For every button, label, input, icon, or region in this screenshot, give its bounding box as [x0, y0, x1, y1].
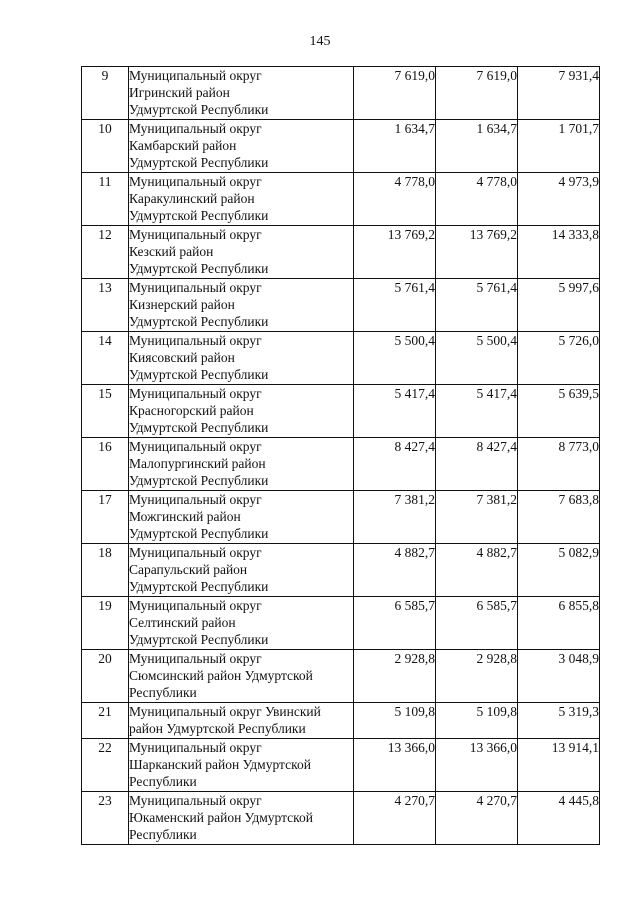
municipality-name-line: Камбарский район [129, 138, 237, 153]
amount-cell-3: 14 333,8 [518, 226, 600, 279]
amount-cell-3: 8 773,0 [518, 438, 600, 491]
municipality-name-line: Игринский район [129, 85, 230, 100]
table-row [82, 650, 600, 703]
row-number: 15 [82, 385, 129, 438]
municipality-name-cell [129, 491, 354, 544]
amount-cell-1: 5 500,4 [354, 332, 436, 385]
municipality-name-cell [129, 650, 354, 703]
amount-cell-1: 2 928,8 [354, 650, 436, 703]
amount-cell-2: 5 761,4 [436, 279, 518, 332]
row-number: 22 [82, 739, 129, 792]
municipality-name-cell [129, 279, 354, 332]
row-number: 23 [82, 792, 129, 845]
municipality-name-cell [129, 173, 354, 226]
amount-cell-3: 4 973,9 [518, 173, 600, 226]
amount-cell-1: 5 417,4 [354, 385, 436, 438]
amount-cell-2: 5 417,4 [436, 385, 518, 438]
municipality-name-line: Муниципальный округ [129, 68, 262, 83]
municipality-name-line: Муниципальный округ [129, 545, 262, 560]
amount-cell-2: 4 882,7 [436, 544, 518, 597]
amount-cell-1: 6 585,7 [354, 597, 436, 650]
row-number: 12 [82, 226, 129, 279]
municipality-name-cell [129, 438, 354, 491]
amount-cell-2: 5 109,8 [436, 703, 518, 739]
municipality-name-line: Муниципальный округ [129, 386, 262, 401]
municipality-name-line: Республики [129, 774, 197, 789]
amount-cell-1: 5 761,4 [354, 279, 436, 332]
municipality-name-line: Удмуртской Республики [129, 208, 269, 223]
table-row [82, 792, 600, 845]
row-number: 13 [82, 279, 129, 332]
municipality-name-line: Муниципальный округ [129, 598, 262, 613]
amount-cell-2: 13 366,0 [436, 739, 518, 792]
amount-cell-3: 7 683,8 [518, 491, 600, 544]
municipality-name-line: Муниципальный округ [129, 121, 262, 136]
table-row [82, 597, 600, 650]
row-number: 21 [82, 703, 129, 739]
municipality-name-cell [129, 703, 354, 739]
amount-cell-1: 4 882,7 [354, 544, 436, 597]
amount-cell-2: 4 270,7 [436, 792, 518, 845]
row-number: 14 [82, 332, 129, 385]
amount-cell-2: 1 634,7 [436, 120, 518, 173]
municipality-name-line: Шарканский район Удмуртской [129, 757, 311, 772]
municipality-name-line: Муниципальный округ [129, 651, 262, 666]
municipality-name-line: Удмуртской Республики [129, 420, 269, 435]
amount-cell-3: 5 726,0 [518, 332, 600, 385]
municipality-name-line: Удмуртской Республики [129, 526, 269, 541]
amount-cell-3: 4 445,8 [518, 792, 600, 845]
table-row [82, 739, 600, 792]
municipality-name-cell [129, 792, 354, 845]
municipality-name-line: Муниципальный округ [129, 740, 262, 755]
municipality-name-line: Удмуртской Республики [129, 632, 269, 647]
row-number: 9 [82, 67, 129, 120]
municipality-name-line: Республики [129, 827, 197, 842]
municipality-name-line: Можгинский район [129, 509, 241, 524]
table-body [82, 67, 600, 845]
table-row [82, 173, 600, 226]
municipality-name-line: район Удмуртской Республики [129, 721, 306, 736]
amount-cell-1: 7 619,0 [354, 67, 436, 120]
amount-cell-2: 13 769,2 [436, 226, 518, 279]
municipality-name-line: Кизнерский район [129, 297, 235, 312]
amount-cell-2: 7 619,0 [436, 67, 518, 120]
table-row [82, 279, 600, 332]
municipality-name-line: Удмуртской Республики [129, 261, 269, 276]
municipality-name-line: Республики [129, 685, 197, 700]
amount-cell-2: 8 427,4 [436, 438, 518, 491]
table-row [82, 703, 600, 739]
table-row [82, 544, 600, 597]
municipality-name-line: Малопургинский район [129, 456, 266, 471]
table-row [82, 120, 600, 173]
page-number: 145 [309, 34, 331, 49]
row-number: 19 [82, 597, 129, 650]
amount-cell-2: 6 585,7 [436, 597, 518, 650]
municipality-name-line: Удмуртской Республики [129, 579, 269, 594]
row-number: 17 [82, 491, 129, 544]
amount-cell-2: 2 928,8 [436, 650, 518, 703]
municipality-name-line: Муниципальный округ [129, 280, 262, 295]
row-number: 11 [82, 173, 129, 226]
municipality-name-line: Красногорский район [129, 403, 254, 418]
amount-cell-1: 5 109,8 [354, 703, 436, 739]
amount-cell-1: 8 427,4 [354, 438, 436, 491]
amount-cell-2: 7 381,2 [436, 491, 518, 544]
amount-cell-1: 13 769,2 [354, 226, 436, 279]
table-row [82, 385, 600, 438]
amount-cell-3: 1 701,7 [518, 120, 600, 173]
amount-cell-3: 3 048,9 [518, 650, 600, 703]
municipality-name-cell [129, 739, 354, 792]
amount-cell-3: 6 855,8 [518, 597, 600, 650]
municipality-name-cell [129, 67, 354, 120]
row-number: 10 [82, 120, 129, 173]
municipality-name-cell [129, 332, 354, 385]
municipality-name-line: Удмуртской Республики [129, 473, 269, 488]
municipality-name-line: Селтинский район [129, 615, 236, 630]
amount-cell-1: 4 270,7 [354, 792, 436, 845]
amount-cell-3: 5 082,9 [518, 544, 600, 597]
municipality-name-line: Киясовский район [129, 350, 235, 365]
amount-cell-1: 13 366,0 [354, 739, 436, 792]
municipality-name-line: Каракулинский район [129, 191, 255, 206]
municipality-name-line: Сарапульский район [129, 562, 248, 577]
amount-cell-3: 5 639,5 [518, 385, 600, 438]
municipality-name-line: Муниципальный округ [129, 492, 262, 507]
municipality-name-line: Удмуртской Республики [129, 155, 269, 170]
amount-cell-3: 13 914,1 [518, 739, 600, 792]
municipality-name-cell [129, 226, 354, 279]
municipality-name-line: Удмуртской Республики [129, 367, 269, 382]
amount-cell-1: 4 778,0 [354, 173, 436, 226]
row-number: 18 [82, 544, 129, 597]
municipality-name-line: Муниципальный округ [129, 439, 262, 454]
allocation-table [81, 66, 600, 845]
municipality-name-line: Муниципальный округ [129, 333, 262, 348]
table-row [82, 491, 600, 544]
municipality-name-cell [129, 597, 354, 650]
row-number: 20 [82, 650, 129, 703]
amount-cell-3: 5 997,6 [518, 279, 600, 332]
municipality-name-cell [129, 120, 354, 173]
table-row [82, 67, 600, 120]
municipality-name-line: Муниципальный округ Увинский [129, 704, 321, 719]
municipality-name-line: Муниципальный округ [129, 174, 262, 189]
municipality-name-line: Кезский район [129, 244, 214, 259]
table-row [82, 438, 600, 491]
amount-cell-2: 4 778,0 [436, 173, 518, 226]
table-row [82, 226, 600, 279]
municipality-name-cell [129, 385, 354, 438]
row-number: 16 [82, 438, 129, 491]
amount-cell-3: 7 931,4 [518, 67, 600, 120]
municipality-name-line: Удмуртской Республики [129, 102, 269, 117]
municipality-name-cell [129, 544, 354, 597]
amount-cell-3: 5 319,3 [518, 703, 600, 739]
amount-cell-2: 5 500,4 [436, 332, 518, 385]
table-row [82, 332, 600, 385]
amount-cell-1: 7 381,2 [354, 491, 436, 544]
municipality-name-line: Юкаменский район Удмуртской [129, 810, 313, 825]
amount-cell-1: 1 634,7 [354, 120, 436, 173]
municipality-name-line: Муниципальный округ [129, 793, 262, 808]
municipality-name-line: Удмуртской Республики [129, 314, 269, 329]
municipality-name-line: Сюмсинский район Удмуртской [129, 668, 313, 683]
municipality-name-line: Муниципальный округ [129, 227, 262, 242]
